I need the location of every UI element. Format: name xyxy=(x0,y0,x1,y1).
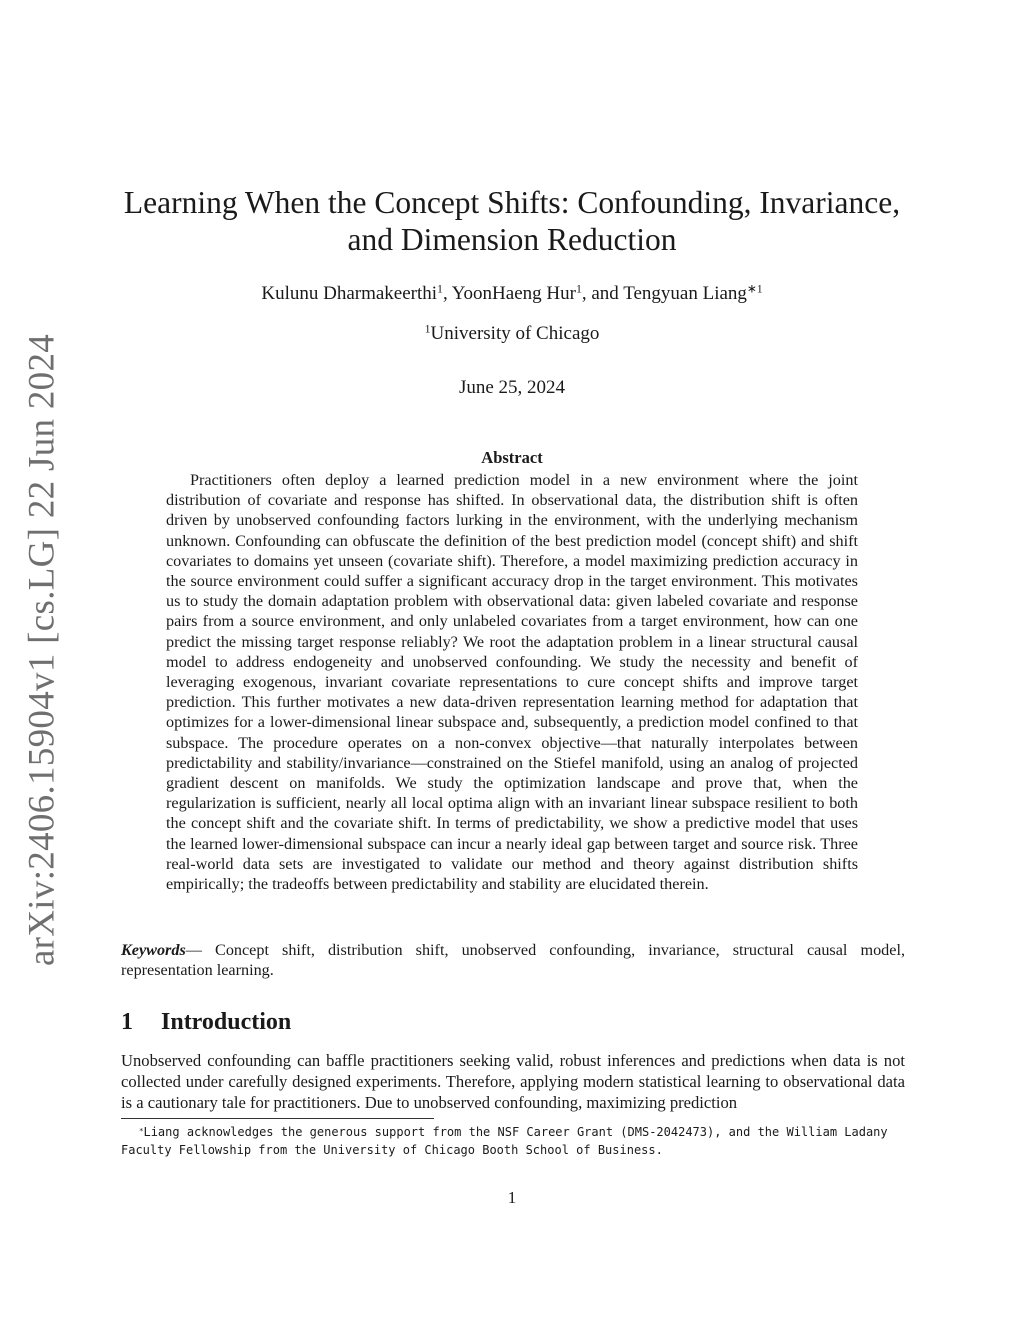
abstract-text: Practitioners often deploy a learned prediction model in a new environment where the joint distribution of covariate and response has shifted. In observational data, the distribution shift is often driven by unobserved confounding factors lurking in the environment, with the underlying mechanism unknown. Confounding can obfuscate the definition of the best prediction model (concept shift) and shift covariates to domains yet unseen (covariate shift). Therefore, a model maximizing prediction accuracy in the source environment could suffer a significant accuracy drop in the target environment. This motivates us to study the domain adaptation problem with observational data: given labeled covariate and response pairs from a source environment, and only unlabeled covariates from a target environment, how can one predict the missing target response reliably? We root the adaptation problem in a linear structural causal model to address endogeneity and unobserved confounding. We study the necessity and benefit of leveraging exogenous, invariant covariate representations to cure concept shifts and improve target prediction. This further motivates a new data-driven representation learning method for adaptation that optimizes for a lower-dimensional linear subspace and, subsequently, a prediction model confined to that subspace. The procedure operates on a non-convex objective—that naturally interpolates between predictability and stability/invariance—constrained on the Stiefel manifold, using an analog of projected gradient descent on manifolds. We study the optimization landscape and prove that, when the regularization is sufficient, nearly all local optima align with an invariant linear subspace resilient to both the concept shift and the covariate shift. In terms of predictability, we show a predictive model that uses the learned lower-dimensional subspace can incur a nearly ideal gap between target and source risk. Three real-world data sets are investigated to validate our method and theory against distribution shifts empirically; the tradeoffs between predictability and stability are elucidated therein. xyxy=(166,471,858,894)
page-number: 1 xyxy=(507,1188,517,1207)
affiliation-name: University of Chicago xyxy=(430,323,600,344)
author-affiliation-mark: 1 xyxy=(437,282,443,296)
keywords xyxy=(121,940,905,980)
author-separator: , xyxy=(442,283,452,304)
footnote-text: Liang acknowledges the generous support from the NSF Career Grant (DMS-2042473), and the William Ladany Faculty Fellowship from the University of Chicago Booth School of Business. xyxy=(121,1125,888,1157)
publication-date: June 25, 2024 xyxy=(458,377,566,398)
footnote-mark: ∗ xyxy=(139,1124,144,1134)
keywords-label: Keywords xyxy=(121,941,186,959)
abstract-heading: Abstract xyxy=(481,448,543,467)
footnote xyxy=(121,1123,905,1159)
affiliation-mark: 1 xyxy=(424,322,431,336)
author-name: YoonHaeng Hur xyxy=(451,283,576,304)
author-affiliation-mark: ∗1 xyxy=(746,282,763,296)
section-heading xyxy=(121,1008,905,1036)
keywords-text: Concept shift, distribution shift, unobserved confounding, invariance, structural causal model, representation learning. xyxy=(121,941,905,979)
introduction-paragraph: Unobserved confounding can baffle practitioners seeking valid, robust inferences and predictions when data is not collected under carefully designed experiments. Therefore, applying modern statistical learning to observational data is a cautionary tale for practitioners. Due to unobserved confounding, maximizing prediction xyxy=(121,1051,905,1112)
affiliation xyxy=(100,322,924,346)
keywords-separator: — xyxy=(185,941,216,959)
footnote-rule xyxy=(121,1118,434,1119)
section-number: 1 xyxy=(121,1009,133,1035)
author-list xyxy=(100,282,924,306)
section-title: Introduction xyxy=(161,1009,292,1035)
author-separator: , and xyxy=(581,283,624,304)
arxiv-identifier: arXiv:2406.15904v1 [cs.LG] 22 Jun 2024 xyxy=(21,333,63,967)
author-affiliation-mark: 1 xyxy=(575,282,582,296)
author-name: Tengyuan Liang xyxy=(623,283,747,304)
paper-title: Learning When the Concept Shifts: Confounding, Invariance, and Dimension Reduction xyxy=(123,185,901,257)
author-name: Kulunu Dharmakeerthi xyxy=(261,283,438,304)
